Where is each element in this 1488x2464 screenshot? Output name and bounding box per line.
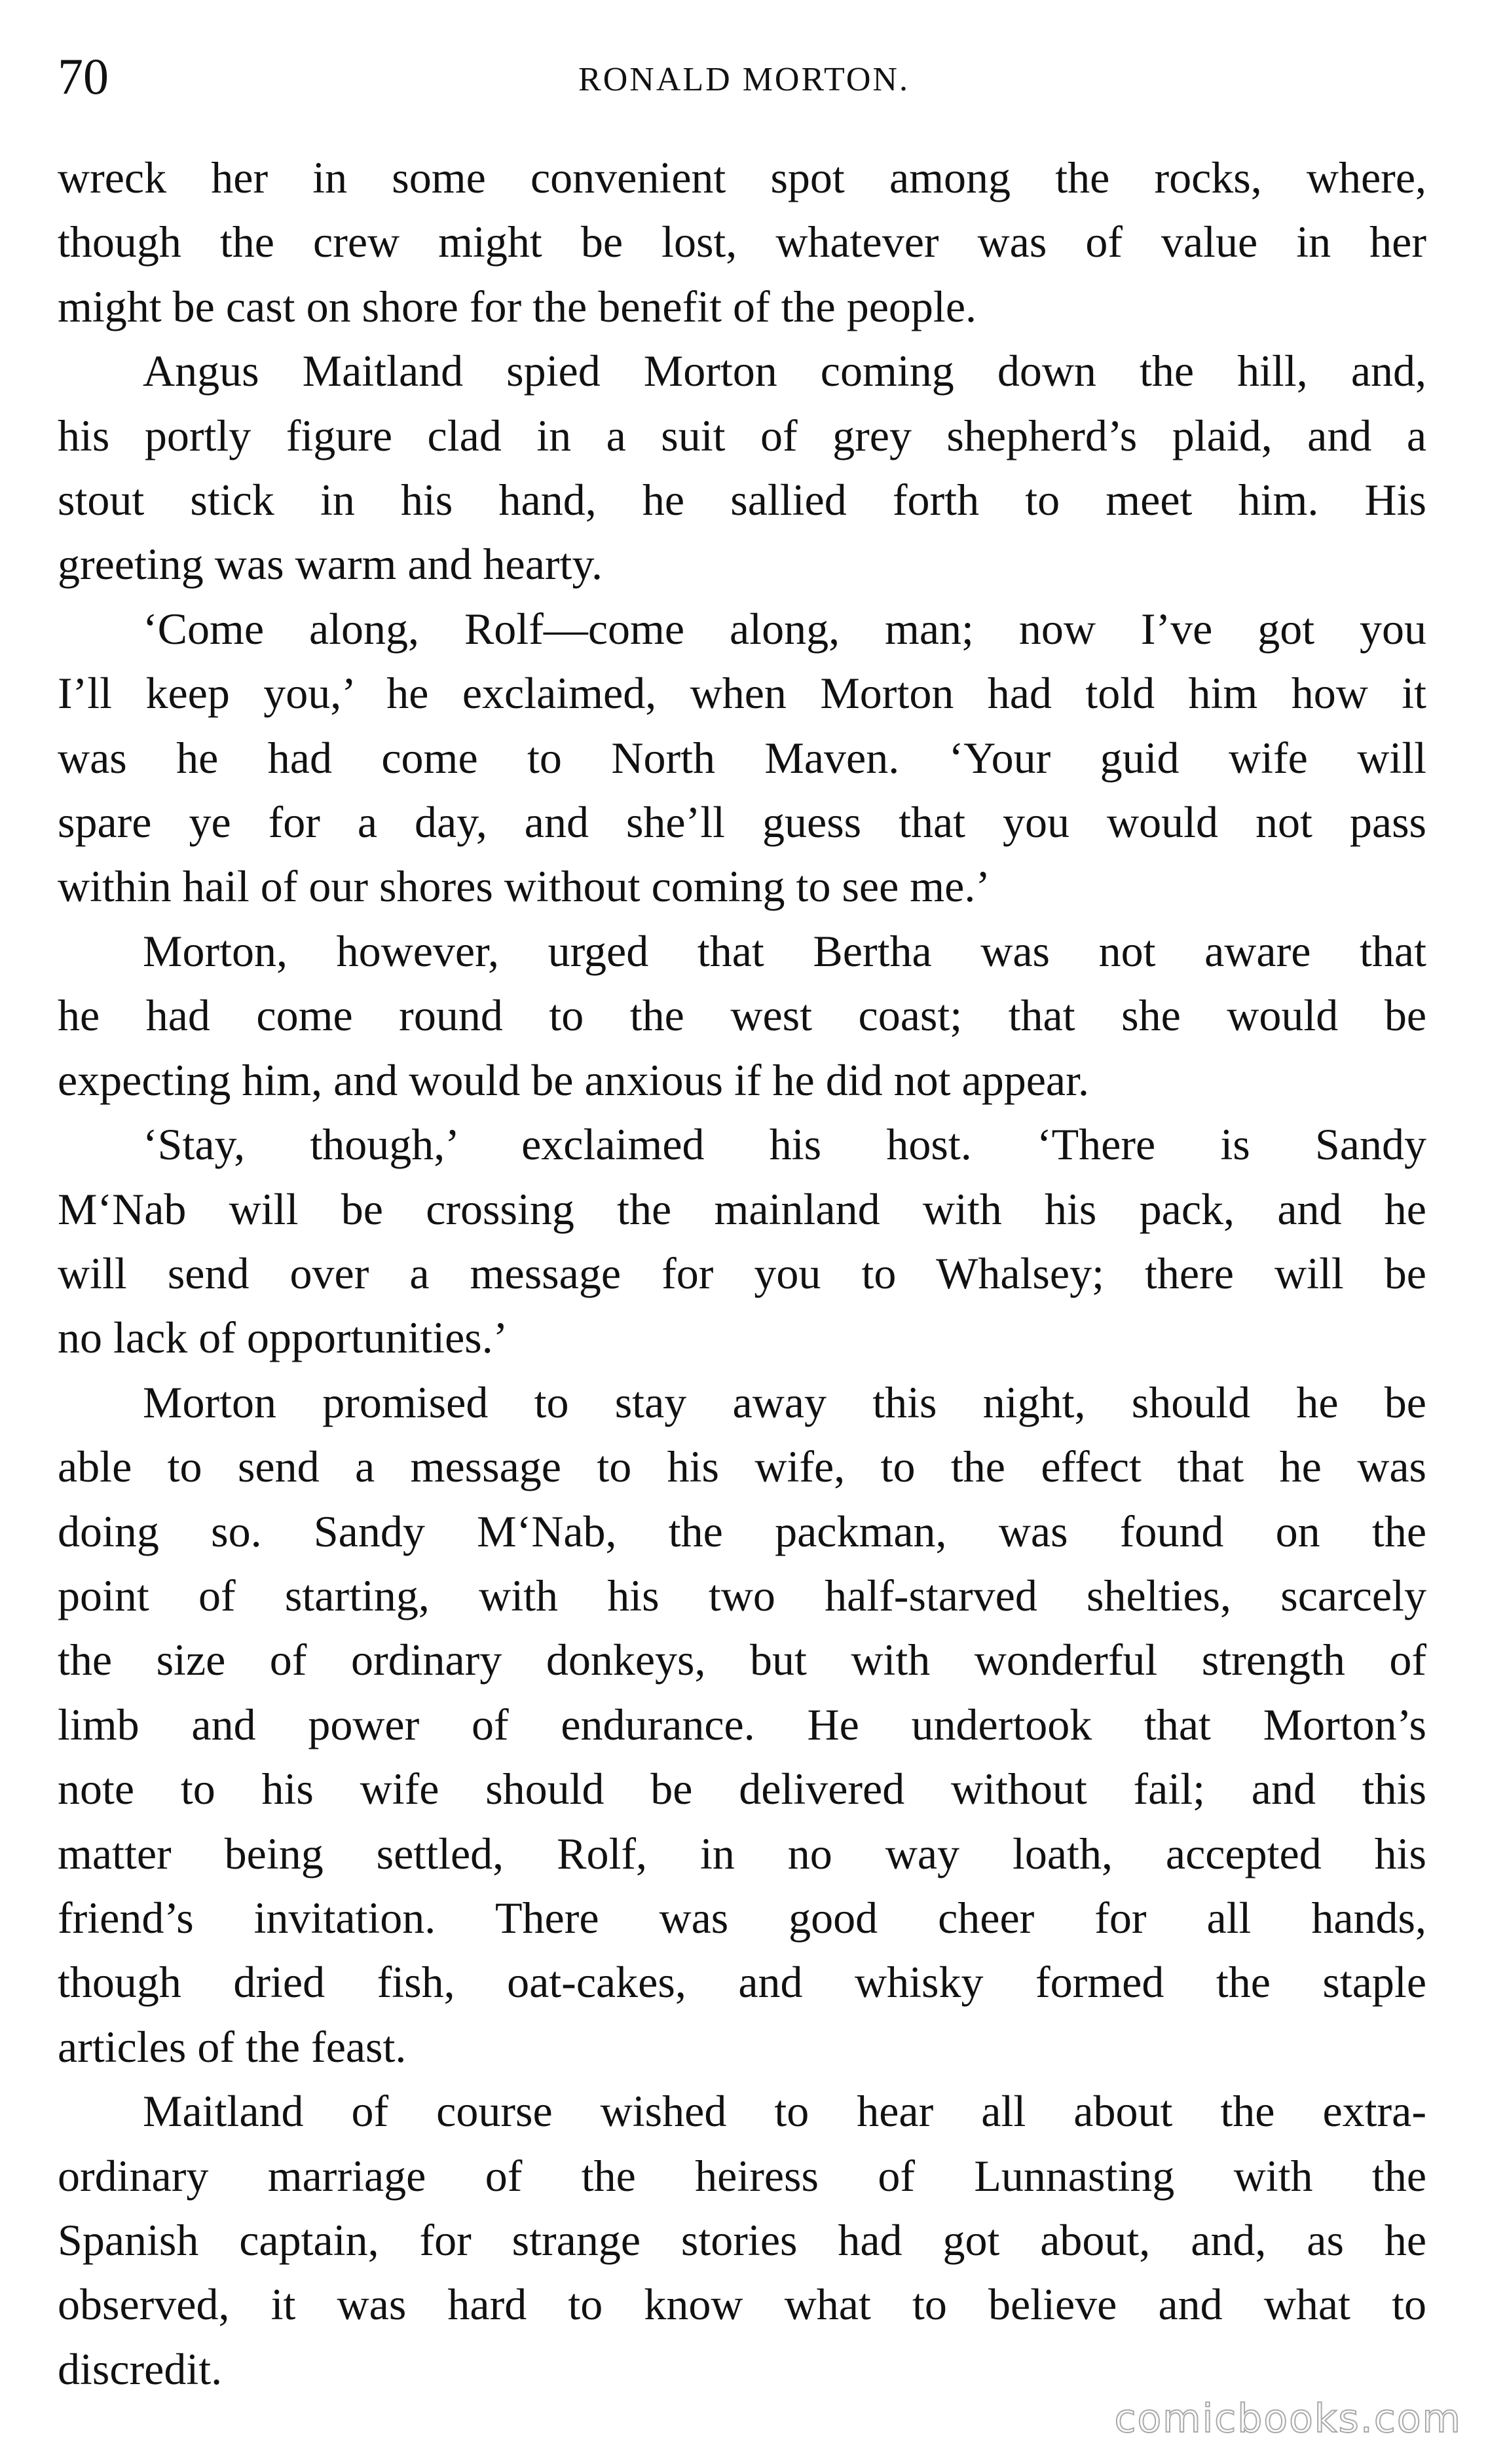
text-line: though the crew might be lost, whatever was of value in her [58,217,1426,267]
text-line: spare ye for a day, and she’ll guess that you would not pass [58,797,1426,848]
text-line: Angus Maitland spied Morton coming down the hill, and, [143,346,1426,396]
text-line: Spanish captain, for strange stories had got about, and, as he [58,2215,1426,2265]
page-number: 70 [58,48,109,105]
text-line: Morton promised to stay away this night, should he be [143,1377,1426,1427]
text-line: wreck her in some convenient spot among the rocks, where, [58,153,1426,202]
text-line: ordinary marriage of the heiress of Lunnasting with the [58,2150,1426,2201]
paragraph [58,339,1426,597]
text-line: stout stick in his hand, he sallied forth to meet him. His [58,475,1426,525]
watermark-logo: comicbooks.com [1114,2396,1462,2442]
text-line: greeting was warm and hearty. [58,539,603,589]
text-line: matter being settled, Rolf, in no way loath, accepted his [58,1828,1426,1878]
text-line: was he had come to North Maven. ‘Your guid wife will [58,732,1426,783]
text-line: articles of the feast. [58,2021,407,2072]
text-line: discredit. [58,2343,223,2394]
running-title: RONALD MORTON. [578,61,910,98]
text-line: no lack of opportunities.’ [58,1313,508,1363]
text-line: expecting him, and would be anxious if he did not appear. [58,1055,1089,1105]
paragraph [58,919,1426,1112]
text-line: though dried fish, oat-cakes, and whisky formed the staple [58,1957,1426,2007]
paragraph [58,2079,1426,2401]
text-line: M‘Nab will be crossing the mainland with his pack, and he [58,1184,1426,1234]
text-line: friend’s invitation. There was good cheer for all hands, [58,1892,1426,1943]
text-line: Maitland of course wished to hear all about the extra- [143,2086,1426,2137]
text-line: the size of ordinary donkeys, but with wonderful strength of [58,1635,1426,1685]
text-line: will send over a message for you to Whalsey; there will be [58,1248,1426,1298]
text-line: able to send a message to his wife, to the effect that he was [58,1442,1426,1492]
text-line: within hail of our shores without coming to see me.’ [58,861,990,912]
text-line: observed, it was hard to know what to believe and what to [58,2279,1426,2330]
page-header [0,0,1488,157]
text-line: limb and power of endurance. He undertook that Morton’s [58,1699,1426,1749]
text-line: his portly figure clad in a suit of grey shepherd’s plaid, and a [58,410,1426,460]
text-line: I’ll keep you,’ he exclaimed, when Morton had told him how it [58,668,1426,719]
text-line: doing so. Sandy M‘Nab, the packman, was found on the [58,1506,1426,1556]
text-line: point of starting, with his two half-starved shelties, scarcely [58,1570,1426,1620]
text-line: ‘Stay, though,’ exclaimed his host. ‘There is Sandy [143,1119,1426,1170]
text-line: might be cast on shore for the benefit of the people. [58,281,976,331]
text-line: ‘Come along, Rolf—come along, man; now I’ve got you [143,603,1426,654]
text-line: note to his wife should be delivered without fail; and this [58,1764,1426,1814]
text-line: Morton, however, urged that Bertha was not aware that [143,925,1426,976]
paragraph [58,1112,1426,1370]
body-text [58,145,1426,2401]
paragraph [58,145,1426,339]
paragraph [58,1370,1426,2079]
text-line: he had come round to the west coast; that she would be [58,990,1426,1041]
paragraph [58,597,1426,919]
